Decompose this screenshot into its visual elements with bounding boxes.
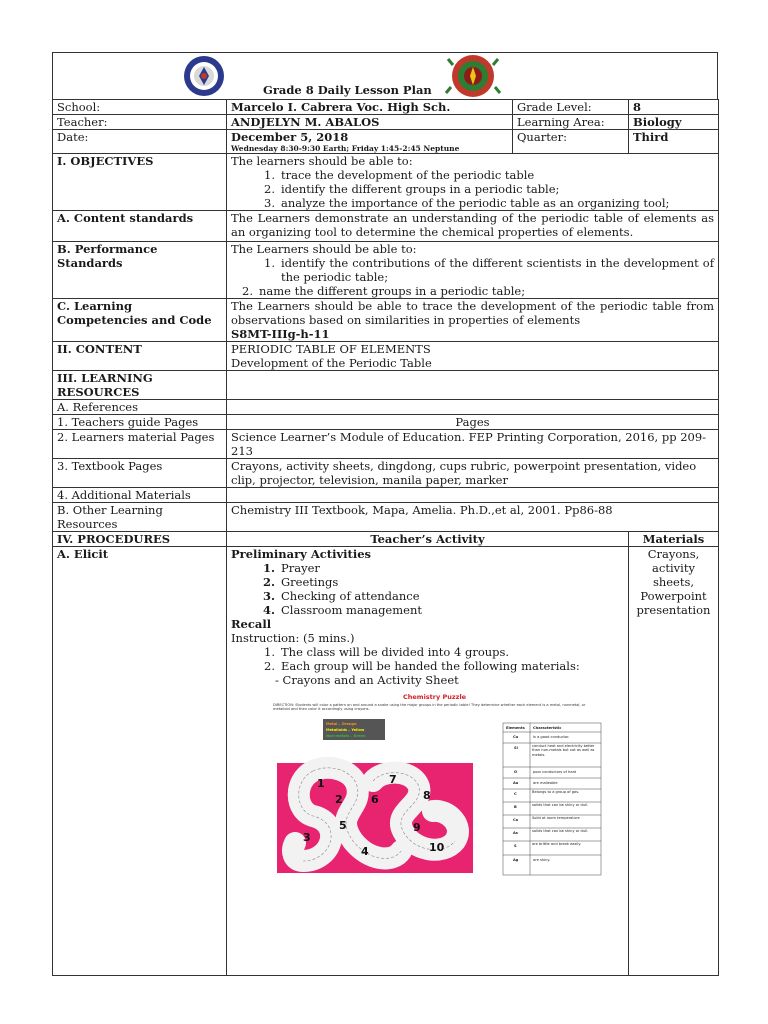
puzzle-svg: [273, 691, 603, 881]
list-item: 1. trace the development of the periodic table: [264, 168, 535, 182]
table-cell: Au: [513, 781, 519, 785]
quarter-value: Third: [629, 130, 719, 154]
grade-label: Grade Level:: [513, 100, 629, 115]
table-cell: Ag: [513, 858, 519, 862]
list-item: 3. Checking of attendance: [262, 589, 420, 603]
snake-number: 7: [389, 773, 397, 786]
snake-number: 5: [339, 819, 347, 832]
lesson-plan-page: [52, 52, 718, 976]
teacher-label: Teacher:: [53, 115, 227, 130]
competency-code: S8MT-IIIg-h-11: [231, 327, 330, 341]
materials-line: Crayons,: [647, 547, 700, 561]
other-resources-value: Chemistry III Textbook, Mapa, Amelia. Ph.D.,et al, 2001. Pp86-88: [227, 503, 719, 532]
recall-title: Recall: [231, 617, 272, 631]
elicit-label: A. Elicit: [53, 547, 227, 976]
area-value: Biology: [629, 115, 719, 130]
quarter-label: Quarter:: [513, 130, 629, 154]
page-title: Grade 8 Daily Lesson Plan: [263, 83, 432, 97]
table-cell: Si: [514, 746, 518, 750]
area-label: Learning Area:: [513, 115, 629, 130]
materials-line: activity: [652, 561, 695, 575]
table-header: Characteristic: [533, 726, 562, 730]
table-cell: Cu: [513, 735, 519, 739]
learners-material-value: Science Learner’s Module of Education. FEP Printing Corporation, 2016, pp 209-213: [227, 430, 719, 459]
teacher-activity-header: Teacher’s Activity: [227, 532, 629, 547]
table-cell: conduct heat and electricity better than non-metals but not as well as metals.: [532, 744, 595, 757]
additional-materials-label: 4. Additional Materials: [53, 488, 227, 503]
table-cell: solids that can be shiny or dull.: [532, 803, 589, 807]
step-detail: - Crayons and an Activity Sheet: [275, 673, 459, 687]
materials-header: Materials: [629, 532, 719, 547]
snake-number: 8: [423, 789, 431, 802]
puzzle-direction: DIRECTION: Students will color a pattern on and around a snake using the major groups in the periodic table! They determine whether each element is a metal, nonmetal, or metalloid and then color it accordingly using crayons.: [273, 703, 586, 712]
school-seal-icon: [443, 53, 503, 99]
table-header: Elements: [506, 726, 525, 730]
puzzle-title: Chemistry Puzzle: [403, 693, 467, 701]
list-item: 1. Prayer: [262, 561, 320, 575]
objectives-intro: The learners should be able to:: [231, 154, 413, 168]
table-cell: B: [514, 805, 517, 809]
snake-number: 2: [335, 793, 343, 806]
objectives-label: I. OBJECTIVES: [53, 154, 227, 211]
list-item: 2. Each group will be handed the following materials:: [264, 659, 580, 673]
preliminary-title: Preliminary Activities: [231, 547, 371, 561]
schedule-text: Wednesday 8:30-9:30 Earth; Friday 1:45-2:45 Neptune: [231, 144, 460, 153]
table-cell: are shiny.: [533, 858, 551, 862]
chemistry-puzzle-figure: [273, 691, 603, 881]
materials-cell: [629, 547, 719, 976]
date-label: Date:: [53, 130, 227, 154]
resources-label: III. LEARNING RESOURCES: [53, 371, 227, 400]
teachers-guide-label: 1. Teachers guide Pages: [53, 415, 227, 430]
list-item: 1. The class will be divided into 4 groups.: [264, 645, 510, 659]
legend-metal: Metal – Orange: [326, 722, 357, 726]
table-cell: Ca: [513, 818, 519, 822]
content-line2: Development of the Periodic Table: [231, 356, 432, 370]
textbook-value: Crayons, activity sheets, dingdong, cups rubric, powerpoint presentation, video clip, projector, television, manila paper, marker: [227, 459, 719, 488]
snake-number: 1: [317, 777, 325, 790]
table-cell: As: [513, 831, 518, 835]
snake-number: 6: [371, 793, 379, 806]
deped-seal-icon: [183, 55, 225, 97]
legend-metalloid: Metalloids – Yellow: [326, 728, 365, 732]
performance-label: B. Performance Standards: [53, 242, 227, 299]
table-cell: O: [514, 770, 518, 774]
elements-table: [503, 723, 601, 875]
school-value: Marcelo I. Cabrera Voc. High Sch.: [227, 100, 513, 115]
content-standards-text: The Learners demonstrate an understanding of the periodic table of elements as an organizing tool to determine the chemical properties of elements.: [227, 211, 719, 242]
snake-number: 4: [361, 845, 369, 858]
learners-material-label: 2. Learners material Pages: [53, 430, 227, 459]
textbook-label: 3. Textbook Pages: [53, 459, 227, 488]
list-item: 2. Greetings: [262, 575, 339, 589]
competencies-text: The Learners should be able to trace the development of the periodic table from observations based on similarities in properties of elements: [231, 299, 714, 327]
snake-number: 3: [303, 831, 311, 844]
header: [52, 52, 718, 99]
school-label: School:: [53, 100, 227, 115]
performance-intro: The Learners should be able to:: [231, 242, 417, 256]
teachers-guide-value: Pages: [227, 415, 719, 430]
list-item: 4. Classroom management: [262, 603, 422, 617]
snake-number: 9: [413, 821, 421, 834]
content-label: II. CONTENT: [53, 342, 227, 371]
table-cell: are brittle and break easily.: [532, 842, 582, 846]
list-item: 1. identify the contributions of the different scientists in the development of the periodic table;: [264, 256, 714, 284]
materials-line: sheets,: [652, 575, 695, 589]
snake-number: 10: [429, 841, 445, 854]
legend-nonmetal: Non-metals – Green: [326, 734, 366, 738]
content-standards-label: A. Content standards: [53, 211, 227, 242]
snake-image: [277, 763, 473, 873]
references-label: A. References: [53, 400, 227, 415]
list-item: 2. name the different groups in a periodic table;: [242, 284, 526, 298]
table-cell: are malleable: [533, 781, 558, 785]
list-item: 3. analyze the importance of the periodic table as an organizing tool;: [264, 196, 670, 210]
materials-line: presentation: [636, 603, 711, 617]
list-item: 2. identify the different groups in a periodic table;: [264, 182, 560, 196]
table-cell: S: [514, 844, 517, 848]
instruction-text: Instruction: (5 mins.): [231, 631, 355, 645]
other-resources-label: B. Other Learning Resources: [53, 503, 227, 532]
date-value: December 5, 2018: [231, 130, 349, 144]
table-cell: C: [514, 792, 517, 796]
competencies-label: C. Learning Competencies and Code: [53, 299, 227, 342]
procedures-label: IV. PROCEDURES: [53, 532, 227, 547]
materials-line: Powerpoint: [640, 589, 707, 603]
table-cell: Is a good conductor.: [533, 735, 570, 739]
content-line1: PERIODIC TABLE OF ELEMENTS: [231, 342, 431, 356]
table-cell: poor conductors of heat: [533, 770, 577, 774]
teacher-value: ANDJELYN M. ABALOS: [227, 115, 513, 130]
table-cell: Belongs to a group of gas.: [532, 790, 580, 794]
lesson-plan-table: [52, 99, 719, 976]
table-cell: Solid at room temperature: [532, 816, 580, 820]
table-cell: solids that can be shiny or dull.: [532, 829, 589, 833]
grade-value: 8: [629, 100, 719, 115]
